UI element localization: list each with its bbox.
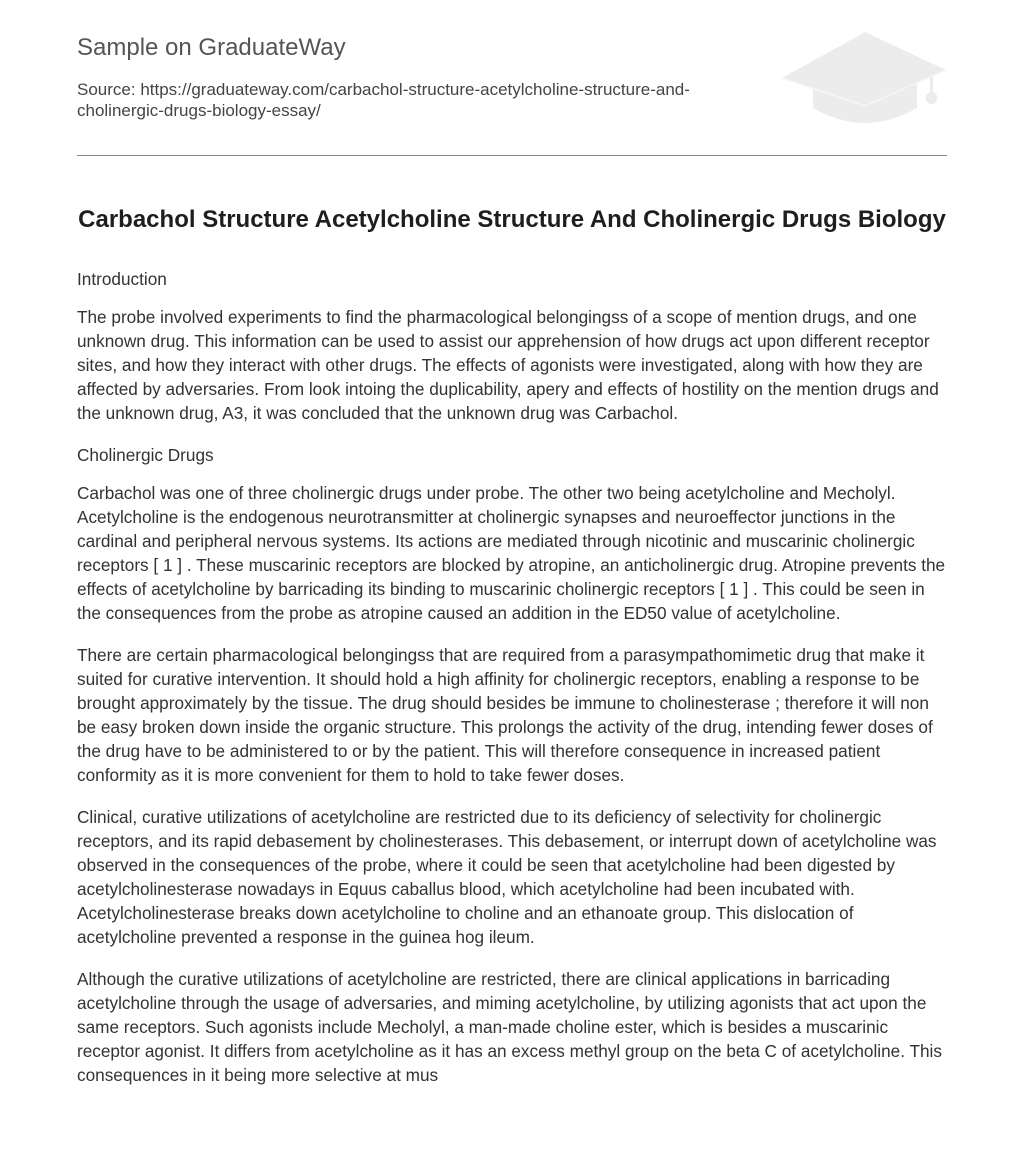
article-title: Carbachol Structure Acetylcholine Structure And Cholinergic Drugs Biology: [78, 206, 946, 233]
site-title: Sample on GraduateWay: [77, 34, 346, 61]
section-heading-cholinergic-drugs: Cholinergic Drugs: [77, 445, 214, 465]
source-line: [77, 79, 757, 121]
page-header: [77, 30, 947, 156]
header-divider: [77, 155, 947, 156]
article-body: [77, 267, 947, 1105]
paragraph-cholinergic-3: Clinical, curative utilizations of acetylcholine are restricted due to its deficiency of selectivity for cholinergic receptors, and its rapid debasement by cholinesterases. This debasement, or interrupt down of acetylcholine was observed in the consequences of the probe, where it could be seen that acetylcholine had been digested by acetylcholinesterase nowadays in Equus caballus blood, which acetylcholine had been incubated with. Acetylcholinesterase breaks down acetylcholine to choline and an ethanoate group. This dislocation of acetylcholine prevented a response in the guinea hog ileum.: [77, 807, 937, 947]
source-label: Source:: [77, 80, 141, 99]
paragraph-cholinergic-2: There are certain pharmacological belongingss that are required from a parasympathomimetic drug that make it suited for curative intervention. It should hold a high affinity for cholinergic receptors, enabling a response to be brought approximately by the tissue. The drug should besides be immune to cholinesterase ; therefore it will non be easy broken down inside the organic structure. This prolongs the activity of the drug, intending fewer doses of the drug have to be administered to or by the patient. This will therefore consequence in increased patient conformity as it is more convenient for them to hold to take fewer doses.: [77, 645, 933, 785]
paragraph-cholinergic-4: Although the curative utilizations of acetylcholine are restricted, there are clinical applications in barricading acetylcholine through the usage of adversaries, and miming acetylcholine, by utilizing agonists that act upon the same receptors. Such agonists include Mecholyl, a man-made choline ester, which is besides a muscarinic receptor agonist. It differs from acetylcholine as it has an excess methyl group on the beta C of acetylcholine. This consequences in it being more selective at mus: [77, 969, 942, 1085]
section-heading-introduction: Introduction: [77, 269, 167, 289]
paragraph-cholinergic-1: Carbachol was one of three cholinergic drugs under probe. The other two being acetylcholine and Mecholyl. Acetylcholine is the endogenous neurotransmitter at cholinergic synapses and neuroeffector junctions in the cardinal and peripheral nervous systems. Its actions are mediated through nicotinic and muscarinic cholinergic receptors [ 1 ] . These muscarinic receptors are blocked by atropine, an anticholinergic drug. Atropine prevents the effects of acetylcholine by barricading its binding to muscarinic cholinergic receptors [ 1 ] . This could be seen in the consequences from the probe as atropine caused an addition in the ED50 value of acetylcholine.: [77, 483, 946, 623]
paragraph-introduction: The probe involved experiments to find the pharmacological belongingss of a scope of mention drugs, and one unknown drug. This information can be used to assist our apprehension of how drugs act upon different receptor sites, and how they interact with other drugs. The effects of agonists were investigated, along with how they are affected by adversaries. From look intoing the duplicability, apery and effects of hostility on the mention drugs and the unknown drug, A3, it was concluded that the unknown drug was Carbachol.: [77, 307, 939, 423]
source-link[interactable]: https://graduateway.com/carbachol-structure-acetylcholine-structure-and-cholinergic-drugs-biology-essay/: [77, 80, 690, 120]
graduation-cap-icon: [780, 30, 950, 136]
